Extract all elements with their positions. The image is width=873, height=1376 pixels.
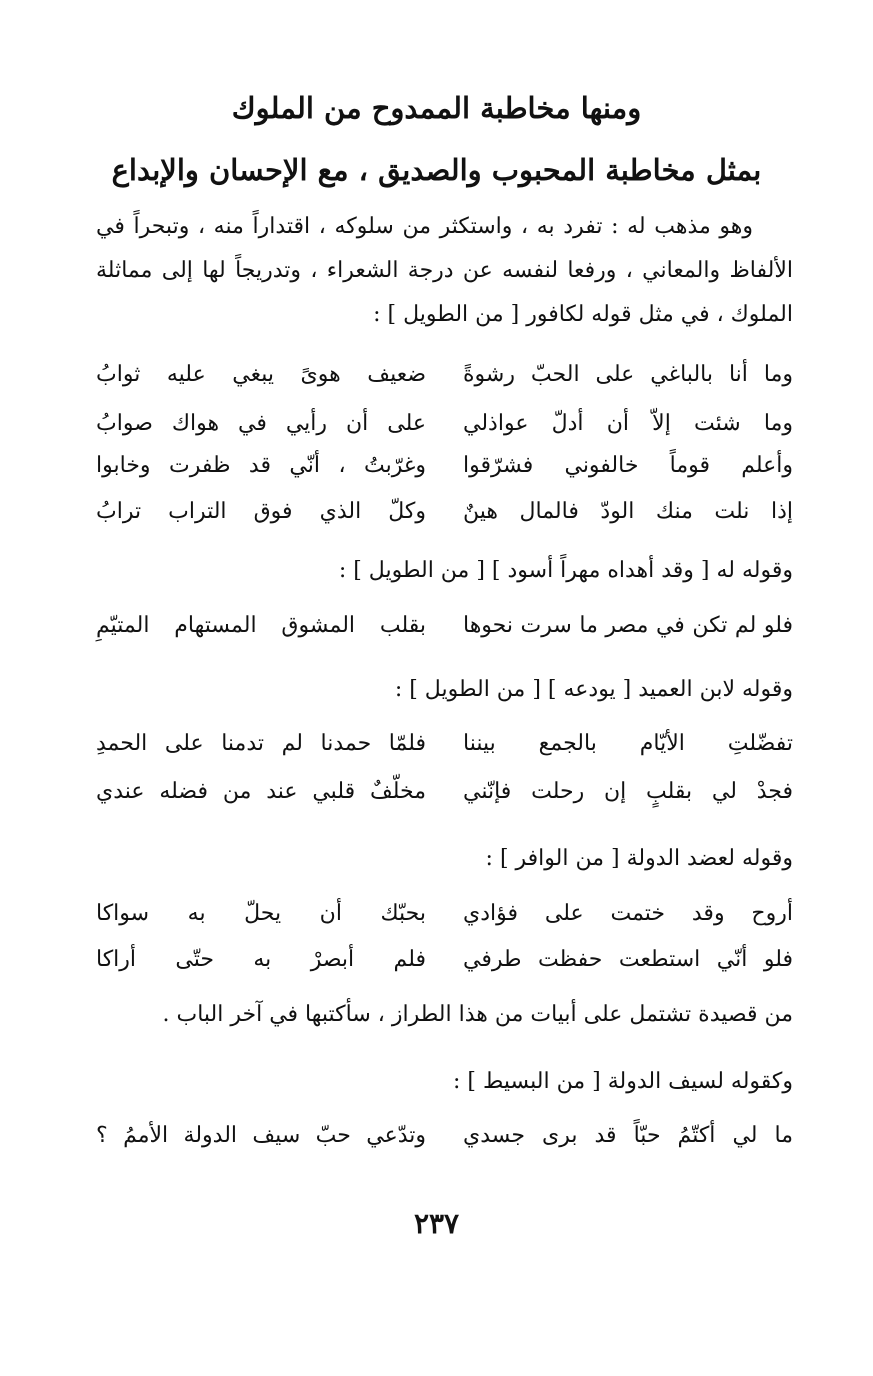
verse-first-hemistich: وما أنا بالباغي على الحبّ رشوةً (463, 362, 793, 387)
intro-line-2: وقوله له [ وقد أهداه مهراً أسود ] [ من الطويل ] : (338, 558, 793, 583)
verse-line (96, 604, 793, 648)
verse-first-hemistich: إذا نلت منك الودّ فالمال هينٌ (463, 499, 793, 524)
verse-first-hemistich: تفضّلتِ الأيّام بالجمع بيننا (463, 731, 793, 756)
section-title-line-1: ومنها مخاطبة الممدوح من الملوك (231, 91, 642, 125)
verse-second-hemistich: فلمّا حمدنا لم تدمنا على الحمدِ (96, 731, 426, 756)
verse-first-hemistich: أروح وقد ختمت على فؤادي (463, 901, 793, 926)
verse-second-hemistich: وغرّبتُ ، أنّي قد ظفرت وخابوا (96, 453, 426, 478)
intro-line-5: وكقوله لسيف الدولة [ من البسيط ] : (453, 1069, 793, 1094)
verse-second-hemistich: ضعيف هوىً يبغي عليه ثوابُ (96, 362, 426, 387)
verse-first-hemistich: فجدْ لي بقلبٍ إن رحلت فإنّني (463, 779, 793, 804)
page-number: ٢٣٧ (413, 1207, 460, 1240)
verse-line (96, 444, 793, 488)
verse-line (96, 892, 793, 936)
verse-first-hemistich: وما شئت إلاّ أن أدلّ عواذلي (463, 411, 793, 436)
verse-line (96, 770, 793, 814)
verse-first-hemistich: فلو أنّي استطعت حفظت طرفي (463, 947, 793, 972)
verse-first-hemistich: وأعلم قوماً خالفوني فشرّقوا (463, 453, 793, 478)
verse-line (96, 938, 793, 982)
intro-line-4: وقوله لعضد الدولة [ من الوافر ] : (485, 846, 793, 871)
verse-line (96, 722, 793, 766)
verse-line (96, 402, 793, 446)
verse-second-hemistich: فلم أبصرْ به حتّى أراكا (96, 947, 426, 972)
verse-first-hemistich: فلو لم تكن في مصر ما سرت نحوها (463, 613, 793, 638)
verse-second-hemistich: على أن رأيي في هواك صوابُ (96, 411, 426, 436)
verse-second-hemistich: مخلّفٌ قلبي عند من فضله عندي (96, 779, 426, 804)
intro-line-3: وقوله لابن العميد [ يودعه ] [ من الطويل ] : (394, 677, 793, 702)
verse-first-hemistich: ما لي أكتّمُ حبّاً قد برى جسدي (463, 1123, 793, 1148)
verse-second-hemistich: بقلب المشوق المستهام المتيّمِ (96, 613, 426, 638)
after-poem-4: من قصيدة تشتمل على أبيات من هذا الطراز ، سأكتبها في آخر الباب . (162, 1002, 793, 1027)
section-title-line-2: بمثل مخاطبة المحبوب والصديق ، مع الإحسان والإبداع (111, 153, 762, 187)
verse-second-hemistich: وكلّ الذي فوق التراب ترابُ (96, 499, 426, 524)
intro-paragraph (96, 205, 793, 337)
verse-line (96, 1114, 793, 1158)
verse-second-hemistich: بحبّك أن يحلّ به سواكا (96, 901, 426, 926)
intro-text: وهو مذهب له : تفرد به ، واستكثر من سلوكه ، اقتداراً منه ، وتبحراً في الألفاظ والمعاني ، ورفعا لنفسه عن درجة الشعراء ، وتدريجاً لها إلى مماثلة الملوك ، في مثل قوله لكافور [ من الطويل ] : (96, 214, 793, 327)
verse-line (96, 353, 793, 397)
verse-second-hemistich: وتدّعي حبّ سيف الدولة الأممُ ؟ (96, 1123, 426, 1148)
verse-line (96, 490, 793, 534)
